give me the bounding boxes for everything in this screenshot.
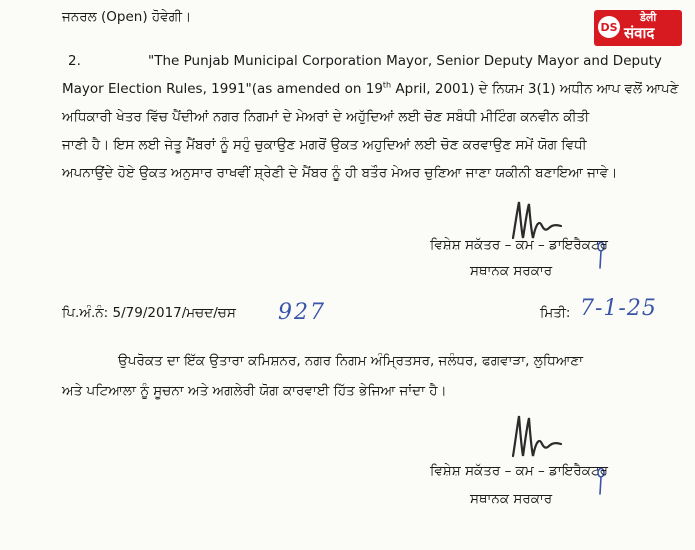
paragraph-line-1: "The Punjab Municipal Corporation Mayor, Senior Deputy Mayor and Deputy xyxy=(148,53,662,69)
date-handwritten: 7-1-25 xyxy=(580,296,657,321)
paragraph-line-4: ਜਾਣੀ ਹੈ। ਇਸ ਲਈ ਜੇਤੂ ਮੈਂਬਰਾਂ ਨੂੰ ਸਹੁੰ ਚੁਕਾਉਣ ਮਗਰੋਂ ਉਕਤ ਅਹੁਦਿਆਂ ਲਈ ਚੋਣ ਕਰਵਾਉਣ ਸਮੇਂ ਯੋਗ ਵਿਧੀ xyxy=(62,137,587,153)
news-logo xyxy=(594,10,682,46)
paragraph-line-3: ਅਧਿਕਾਰੀ ਖੇਤਰ ਵਿੱਚ ਪੈਂਦੀਆਂ ਨਗਰ ਨਿਗਮਾਂ ਦੇ ਮੇਅਰਾਂ ਦੇ ਅਹੁੱਦਿਆਂ ਲਈ ਚੋਣ ਸਬੰਧੀ ਮੀਟਿੰਗ ਕਨਵੀਨ ਕੀਤੀ xyxy=(62,109,590,125)
lead-line: ਜਨਰਲ (Open) ਹੋਵੇਗੀ। xyxy=(62,9,192,25)
date-label: ਮਿਤੀ: xyxy=(540,305,571,321)
signatory-title-2: ਵਿਸ਼ੇਸ਼ ਸਕੱਤਰ – ਕਮ – ਡਾਇਰੈਕਟਰ xyxy=(430,463,609,479)
logo-text-top: डेली xyxy=(640,11,657,24)
logo-mark: DS xyxy=(598,16,620,38)
reference-number: ਪਿ.ਅੰ.ਨੰ: 5/79/2017/ਮਚਦ/ਚਸ xyxy=(62,305,236,321)
paragraph-line-5: ਅਪਨਾਉਂਦੇ ਹੋਏ ਉਕਤ ਅਨੁਸਾਰ ਰਾਖਵੀਂ ਸ਼੍ਰੇਣੀ ਦੇ ਮੈਂਬਰ ਨੂੰ ਹੀ ਬਤੌਰ ਮੇਅਰ ਚੁਣਿਆ ਜਾਣਾ ਯਕੀਨੀ ਬਣਾਇਆ ਜਾਵੇ। xyxy=(62,165,618,181)
paragraph-number: 2. xyxy=(68,53,81,69)
copy-line-1: ਉਪਰੋਕਤ ਦਾ ਇੱਕ ਉਤਾਰਾ ਕਮਿਸ਼ਨਰ, ਨਗਰ ਨਿਗਮ ਅੰਮ੍ਰਿਤਸਰ, ਜਲੰਧਰ, ਫਗਵਾੜਾ, ਲੁਧਿਆਣਾ xyxy=(118,353,584,369)
signatory-office-2: ਸਥਾਨਕ ਸਰਕਾਰ xyxy=(470,491,553,507)
logo-text-bottom: संवाद xyxy=(624,24,655,42)
superscript-th: th xyxy=(382,80,392,90)
signatory-title-1: ਵਿਸ਼ੇਸ਼ ਸਕੱਤਰ – ਕਮ – ਡਾਇਰੈਕਟਰ xyxy=(430,237,609,253)
paragraph-line-2: Mayor Election Rules, 1991"(as amended on 19th April, 2001) ਦੇ ਨਿਯਮ 3(1) ਅਧੀਨ ਆਪ ਵਲੋਂ ਆਪਣੇ xyxy=(62,80,679,97)
copy-line-2: ਅਤੇ ਪਟਿਆਲਾ ਨੂੰ ਸੂਚਨਾ ਅਤੇ ਅਗਲੇਰੀ ਯੋਗ ਕਾਰਵਾਈ ਹਿੱਤ ਭੇਜਿਆ ਜਾਂਦਾ ਹੈ। xyxy=(62,383,447,399)
signature-2 xyxy=(505,410,565,464)
signatory-office-1: ਸਥਾਨਕ ਸਰਕਾਰ xyxy=(470,263,553,279)
reference-handwritten: 927 xyxy=(278,300,326,325)
